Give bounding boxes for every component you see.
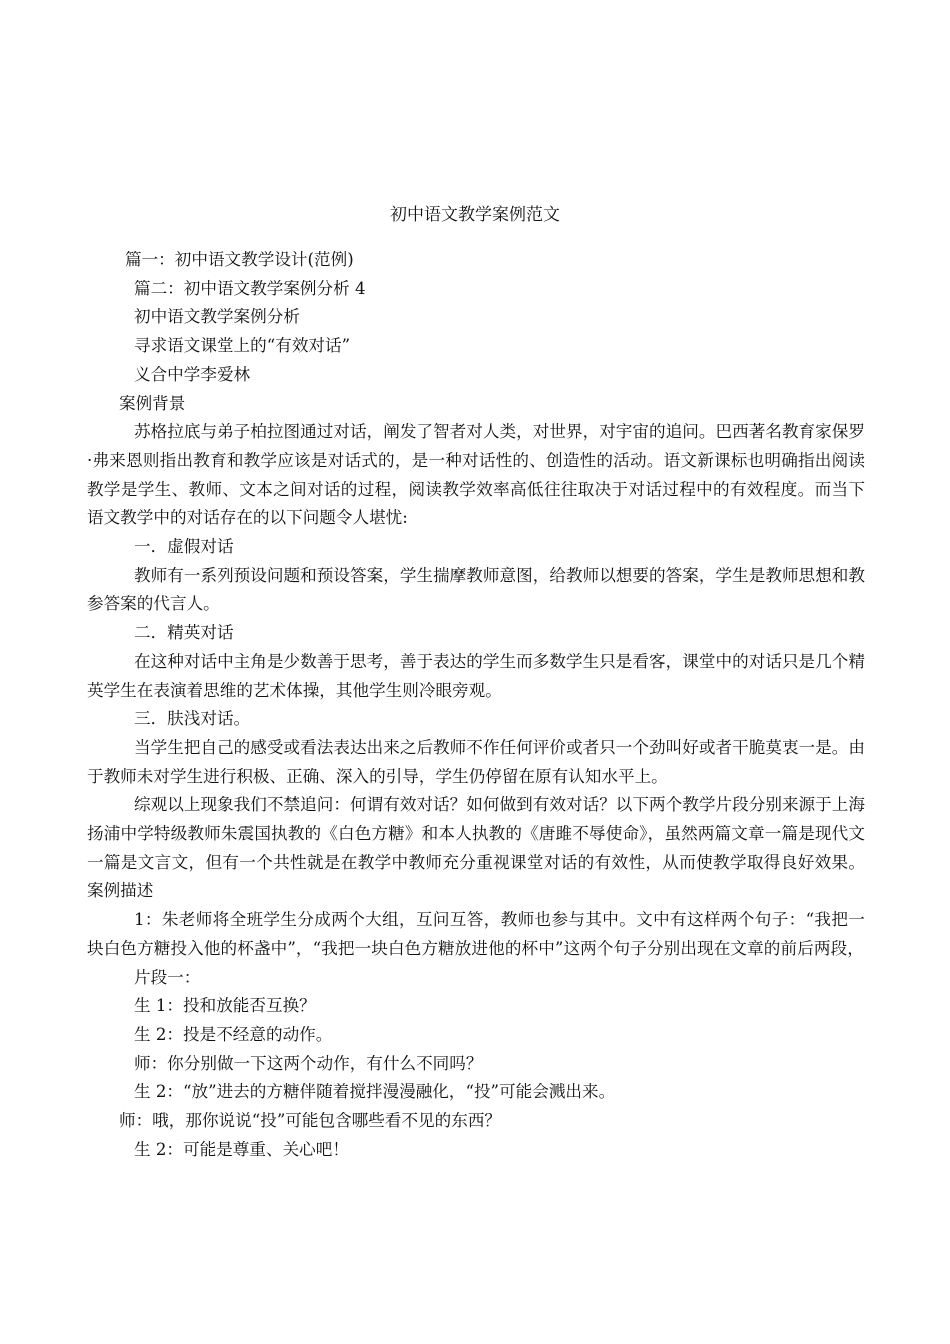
dialogue-line: 师：哦，那你说说“投”可能包含哪些看不见的东西？	[119, 1111, 502, 1131]
problem-1-heading: 一．虚假对话	[134, 537, 234, 557]
problem-2-text: 在这种对话中主角是少数善于思考，善于表达的学生而多数学生只是看客，课堂中的对话只是几个精英学生在表演着思维的艺术体操，其他学生则冷眼旁观。	[87, 651, 865, 700]
problem-2-heading: 二．精英对话	[134, 623, 234, 643]
problem-1-text: 教师有一系列预设问题和预设答案，学生揣摩教师意图，给教师以想要的答案，学生是教师思想和教参答案的代言人。	[87, 565, 865, 614]
dialogue-line: 生 2：“放”进去的方糖伴随着搅拌漫漫融化，“投”可能会溅出来。	[134, 1082, 616, 1102]
paragraph-intro: 苏格拉底与弟子柏拉图通过对话，阐发了智者对人类，对世界，对宇宙的追问。巴西著名教育家保罗·弗来恩则指出教育和教学应该是对话式的，是一种对话性的、创造性的活动。语文新课标也明确指出阅读教学是学生、教师、文本之间对话的过程，阅读教学效率高低往往取决于对话过程中的有效程度。而当下语文教学中的对话存在的以下问题令人堪忧:	[87, 422, 865, 528]
section-heading-background: 案例背景	[119, 393, 186, 413]
header-line-1: 篇一：初中语文教学设计(范例)	[125, 250, 354, 269]
problem-3-text: 当学生把自己的感受或看法表达出来之后教师不作任何评价或者只一个劲叫好或者干脆莫衷一是。由于教师未对学生进行积极、正确、深入的引导，学生仍停留在原有认知水平上。	[87, 737, 865, 786]
header-line-3: 初中语文教学案例分析	[134, 307, 300, 327]
dialogue-line: 师：你分别做一下这两个动作，有什么不同吗？	[134, 1053, 483, 1073]
fragment-label: 片段一：	[134, 967, 201, 987]
dialogue-line: 生 1：投和放能否互换？	[134, 996, 316, 1016]
document-title: 初中语文教学案例范文	[390, 205, 560, 225]
paragraph-case-1: 1：朱老师将全班学生分成两个大组，互问互答，教师也参与其中。文中有这样两个句子：“我把一块白色方糖投入他的杯盏中”，“我把一块白色方糖放进他的杯中”这两个句子分别出现在文章的前后两段，	[87, 910, 865, 958]
header-line-5: 义合中学李爱林	[134, 364, 251, 384]
problem-3-heading: 三．肤浅对话。	[134, 709, 251, 729]
header-line-2: 篇二：初中语文教学案例分析 4	[134, 278, 366, 298]
dialogue-line: 生 2：可能是尊重、关心吧！	[134, 1139, 349, 1159]
document-body	[87, 246, 865, 1165]
header-line-4: 寻求语文课堂上的“有效对话”	[134, 336, 351, 356]
paragraph-summary: 综观以上现象我们不禁追问：何谓有效对话？如何做到有效对话？以下两个教学片段分别来源于上海扬浦中学特级教师朱震国执教的《白色方糖》和本人执教的《唐雎不辱使命》，虽然两篇文章一篇是现代文一篇是文言文，但有一个共性就是在教学中教师充分重视课堂对话的有效性，从而使教学取得良好效果。 案例描述	[87, 795, 865, 901]
dialogue-line: 生 2：投是不经意的动作。	[134, 1024, 333, 1044]
